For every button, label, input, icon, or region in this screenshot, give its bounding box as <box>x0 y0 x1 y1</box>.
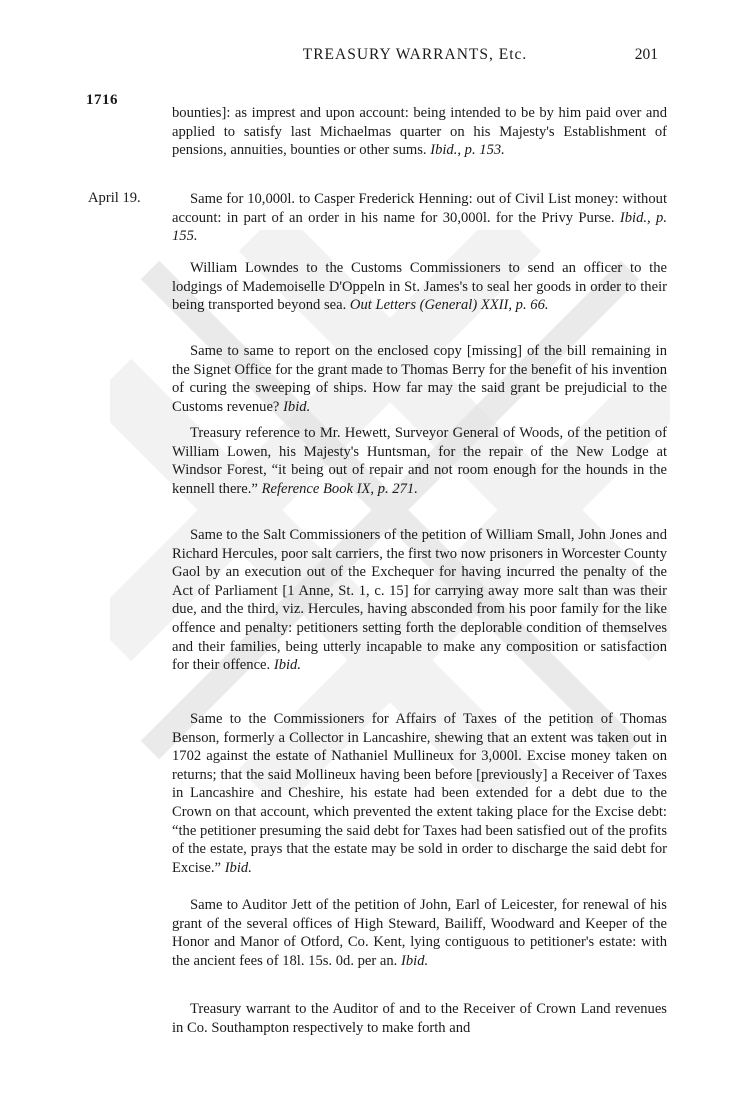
entry-reference: Ibid., p. 153. <box>430 142 505 159</box>
entry-text: Same for 10,000l. to Casper Frederick Henning: out of Civil List money: without account: in part of an order in his name for 30,000l. for the Privy Purse. Ibid., p. 155. <box>172 191 667 245</box>
entry-7 <box>172 896 667 970</box>
entry-5 <box>172 526 667 675</box>
entry-date: April 19. <box>88 190 141 206</box>
entry-text: William Lowndes to the Customs Commissioners to send an officer to the lodgings of Mademoiselle D'Oppeln in St. James's to seal her goods in order to their being transported beyond sea. Out Letters (General) XXII, p. 66. <box>172 260 667 314</box>
entry-1 <box>172 190 667 246</box>
entry-6 <box>172 710 667 877</box>
entry-reference: Out Letters (General) XXII, p. 66. <box>349 297 549 314</box>
entry-text: Treasury reference to Mr. Hewett, Surveyor General of Woods, of the petition of William Lowen, his Majesty's Huntsman, for the repair of the New Lodge at Windsor Forest, “it being out of repair and not room enough for the hounds in the kennell there.” Reference Book IX, p. 271. <box>172 425 667 497</box>
entry-text: Treasury warrant to the Auditor of and to the Receiver of Crown Land revenues in Co. Southampton respectively to make forth and <box>172 1001 667 1036</box>
page-number: 201 <box>634 46 658 63</box>
page-year: 1716 <box>86 92 118 108</box>
entry-text: Same to Auditor Jett of the petition of John, Earl of Leicester, for renewal of his grant of the several offices of High Steward, Bailiff, Woodward and Keeper of the Honor and Manor of Otford, Co. Kent, lying contiguous to petitioner's estate: with the ancient fees of 18l. 15s. 0d. per an. Ibid. <box>172 897 667 969</box>
entry-reference: Ibid. <box>400 952 429 969</box>
entry-2 <box>172 259 667 315</box>
entry-4 <box>172 424 667 498</box>
entry-reference: Ibid. <box>283 398 311 415</box>
entry-reference: Ibid. <box>273 657 302 674</box>
entry-text: Same to the Salt Commissioners of the petition of William Small, John Jones and Richard Hercules, poor salt carriers, the first two now prisoners in Worcester County Gaol by an execution out of the Exchequer for having incurred the penalty of the Act of Parliament [1 Anne, St. 1, c. 15] for carrying away more salt than was their due, and the third, viz. Hercules, having absconded from his poor family for the like offence and penalty: petitioners setting forth the deplorable condition of themselves and their families, being utterly incapable to make any composition or satisfaction for their offence. Ibid. <box>172 527 667 674</box>
entry-text: Same to same to report on the enclosed copy [missing] of the bill remaining in the Signet Office for the grant made to Thomas Berry for the benefit of his invention of curing the sweeping of ships. How far may the said grant be prejudicial to the Customs revenue? Ibid. <box>172 343 667 415</box>
entry-reference: Reference Book IX, p. 271. <box>261 480 418 497</box>
entry-8 <box>172 1000 667 1037</box>
entry-reference: Ibid. <box>224 859 252 876</box>
entry-text: bounties]: as imprest and upon account: being intended to be by him paid over and applied to satisfy last Michaelmas quarter on his Majesty's Establishment of pensions, annuities, bounties or other sums. Ibid., p. 153. <box>172 105 667 159</box>
entry-3 <box>172 342 667 416</box>
entry-reference: Ibid., p. 155. <box>172 209 667 245</box>
entry-text: Same to the Commissioners for Affairs of Taxes of the petition of Thomas Benson, formerly a Collector in Lancashire, shewing that an extent was taken out in 1702 against the estate of Nathaniel Mullineux for 3,000l. Excise money taken on returns; that the said Mollineux having been before [previously] a Receiver of Taxes in Lancashire and Cheshire, his estate had been extended for a debt due to the Crown on that account, which prevented the extent taking place for the Excise debt: “the petitioner presuming the said debt for Taxes had been satisfied out of the profits of the estate, prays that the estate may be sold in order to discharge the said debt for Excise.” Ibid. <box>172 711 667 876</box>
running-head-title: TREASURY WARRANTS, Etc. <box>302 46 528 63</box>
entry-0 <box>172 104 667 160</box>
